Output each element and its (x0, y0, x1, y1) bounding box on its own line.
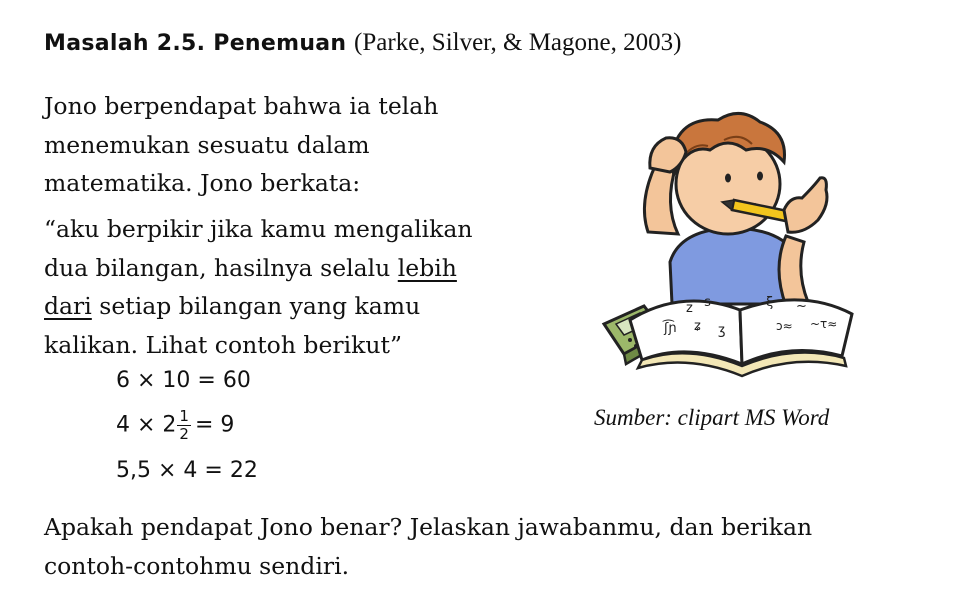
quote-line-3 (44, 287, 473, 326)
problem-reference: (Parke, Silver, & Magone, 2003) (354, 29, 682, 56)
image-caption: Sumber: clipart MS Word (594, 405, 830, 430)
underlined-dari: dari (44, 292, 92, 320)
svg-text:ξ: ξ (766, 295, 774, 310)
boy-studying-clipart (590, 92, 880, 382)
right-arm-shape (779, 236, 808, 306)
svg-text:ʃ͡ɲ: ʃ͡ɲ (664, 321, 677, 336)
example-equation-3: 5,5 × 4 = 22 (116, 458, 258, 483)
example-equation-2 (116, 408, 234, 443)
question-paragraph (44, 508, 812, 585)
problem-heading: Masalah 2.5. Penemuan (44, 31, 347, 56)
fraction-one-half (177, 408, 191, 443)
quote-line-2 (44, 249, 473, 288)
quote-paragraph (44, 210, 473, 364)
question-line-2: contoh-contohmu sendiri. (44, 551, 350, 580)
svg-text:ʒ: ʒ (718, 323, 726, 338)
intro-paragraph (44, 87, 438, 203)
equation-2-tail: = 9 (194, 412, 235, 438)
right-hand-shape (784, 178, 827, 233)
quote-line-3-text: setiap bilangan yang kamu (91, 292, 421, 320)
svg-text:~τ≈: ~τ≈ (810, 317, 838, 331)
equation-2-lead: 4 × 2 (116, 412, 177, 438)
problem-title (44, 28, 681, 57)
example-equation-1: 6 × 10 = 60 (116, 368, 251, 393)
svg-text:·s: ·s (700, 295, 711, 310)
svg-text:ɔ≈: ɔ≈ (776, 319, 793, 333)
quote-line-1: “aku berpikir jika kamu mengalikan (44, 215, 473, 243)
svg-text:z: z (686, 301, 693, 316)
intro-line-3: matematika. Jono berkata: (44, 169, 361, 197)
fraction-denominator: 2 (179, 425, 189, 443)
underlined-lebih: lebih (397, 253, 457, 282)
question-line-1: Apakah pendapat Jono benar? Jelaskan jawabanmu, dan berikan (44, 513, 813, 541)
svg-text:~: ~ (796, 299, 807, 314)
svg-text:ʑ: ʑ (694, 319, 701, 334)
intro-line-1: Jono berpendapat bahwa ia telah (44, 92, 439, 120)
open-book-icon (630, 295, 852, 376)
fraction-numerator: 1 (179, 407, 189, 425)
quote-line-2-text: dua bilangan, hasilnya selalu (44, 253, 398, 282)
quote-line-4: kalikan. Lihat contoh berikut” (44, 330, 402, 359)
intro-line-2: menemukan sesuatu dalam (44, 130, 370, 159)
